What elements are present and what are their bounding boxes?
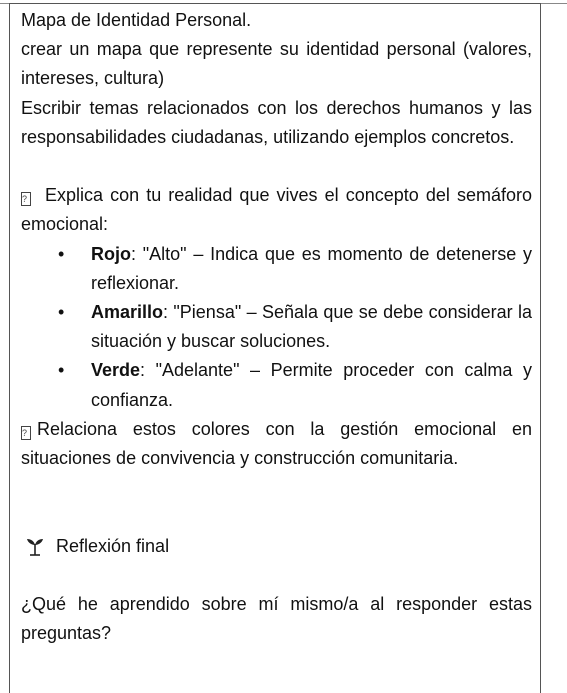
instruction-human-rights: Escribir temas relacionados con los derechos humanos y las responsabilidades ciudadanas, utilizando ejemplos concretos. — [21, 97, 532, 147]
relaciona-text: Relaciona estos colores con la gestión emocional en situaciones de convivencia y construcción comunitaria. — [21, 418, 532, 469]
bullet-icon: • — [58, 360, 65, 381]
semaforo-intro-text: Explica con tu realidad que vives el concepto del semáforo emocional: — [21, 185, 532, 235]
text-amarillo: : "Piensa" – Señala que se debe considerar la situación y buscar soluciones. — [91, 302, 532, 352]
text-verde: : "Adelante" – Permite proceder con calma y confianza. — [91, 360, 532, 410]
bullet-icon: • — [58, 243, 65, 264]
text-rojo: : "Alto" – Indica que es momento de detenerse y reflexionar. — [91, 243, 532, 293]
list-item-verde — [21, 356, 532, 414]
missing-glyph-icon: ? — [21, 426, 31, 440]
missing-glyph-icon: ? — [21, 192, 31, 206]
term-rojo: Rojo — [91, 243, 131, 264]
document-title: Mapa de Identidad Personal. — [21, 10, 252, 30]
reflexion-heading-row — [21, 532, 532, 561]
relaciona-paragraph — [21, 415, 532, 473]
sprout-icon — [24, 535, 46, 557]
term-amarillo: Amarillo — [91, 302, 164, 323]
blank-line — [21, 473, 532, 502]
semaforo-list — [21, 240, 532, 415]
reflexion-heading: Reflexión final — [56, 535, 170, 556]
list-item-rojo — [21, 240, 532, 298]
document-content — [21, 6, 532, 648]
blank-line — [21, 561, 532, 590]
blank-line — [21, 152, 532, 181]
reflexion-question: ¿Qué he aprendido sobre mí mismo/a al responder estas preguntas? — [21, 593, 532, 644]
bullet-icon: • — [58, 302, 65, 323]
list-item-amarillo — [21, 298, 532, 356]
instruction-identity-map: crear un mapa que represente su identidad personal (valores, intereses, cultura) — [21, 39, 532, 89]
semaforo-intro — [21, 181, 532, 239]
term-verde: Verde — [91, 360, 141, 381]
